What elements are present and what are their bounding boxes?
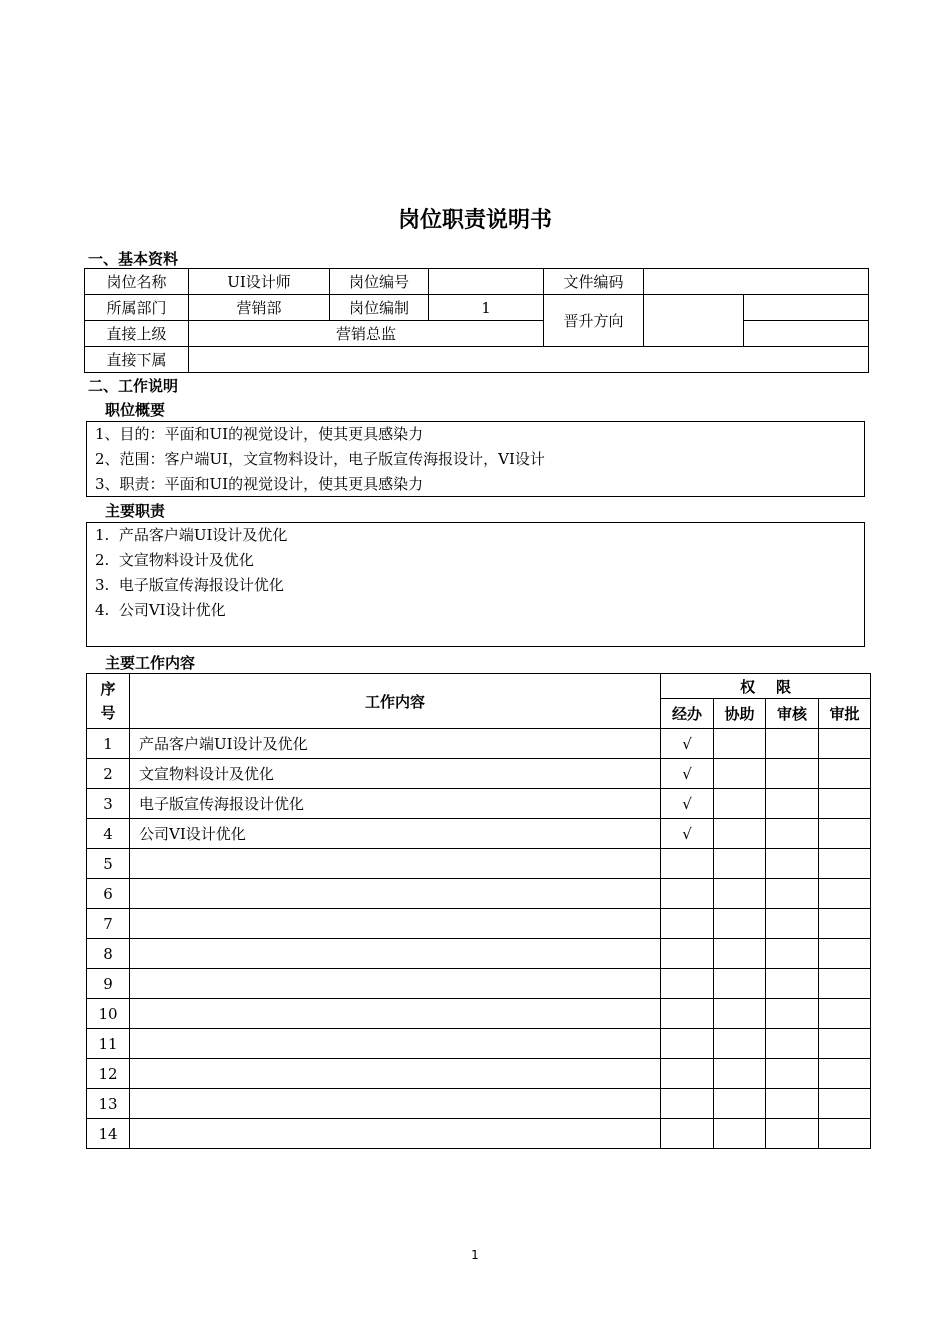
row-approve-mark	[819, 969, 871, 999]
row-handle-mark	[661, 849, 714, 879]
row-content: 电子版宣传海报设计优化	[130, 789, 661, 819]
table-row	[87, 1119, 871, 1149]
duties-box	[86, 522, 865, 647]
header-content: 工作内容	[130, 674, 661, 729]
row-approve-mark	[819, 1119, 871, 1149]
value-supervisor: 营销总监	[189, 321, 544, 347]
header-seq-line-1: 序	[100, 680, 116, 698]
header-handle: 经办	[661, 699, 714, 729]
page-title: 岗位职责说明书	[397, 208, 552, 233]
row-assist-mark	[714, 1029, 766, 1059]
row-assist-mark	[714, 729, 766, 759]
row-review-mark	[766, 1029, 819, 1059]
value-position-name: UI设计师	[189, 269, 330, 295]
label-headcount: 岗位编制	[330, 295, 429, 321]
table-row	[87, 969, 871, 999]
row-assist-mark	[714, 849, 766, 879]
row-assist-mark	[714, 969, 766, 999]
header-authority: 权 限	[661, 674, 871, 699]
row-review-mark	[766, 999, 819, 1029]
row-approve-mark	[819, 939, 871, 969]
work-content-table	[86, 673, 871, 1149]
work-table-body	[87, 729, 871, 1149]
row-review-mark	[766, 969, 819, 999]
label-supervisor: 直接上级	[85, 321, 189, 347]
table-row	[87, 819, 871, 849]
header-assist: 协助	[714, 699, 766, 729]
overview-line-3: 3、职责：平面和UI的视觉设计，使其更具感染力	[95, 475, 424, 493]
value-position-code	[429, 269, 544, 295]
table-row	[87, 849, 871, 879]
row-review-mark	[766, 789, 819, 819]
row-assist-mark	[714, 1119, 766, 1149]
duty-line-1: 1. 产品客户端UI设计及优化	[95, 526, 288, 544]
table-row	[87, 729, 871, 759]
value-headcount: 1	[429, 295, 544, 321]
page-number: 1	[471, 1248, 479, 1262]
label-department: 所属部门	[85, 295, 189, 321]
row-assist-mark	[714, 879, 766, 909]
overview-line-2: 2、范围：客户端UI，文宣物料设计，电子版宣传海报设计，VI设计	[95, 450, 545, 468]
table-row	[87, 789, 871, 819]
row-number: 5	[87, 849, 130, 879]
row-handle-mark	[661, 1089, 714, 1119]
work-header-row-1	[87, 674, 871, 699]
value-file-code	[644, 269, 869, 295]
header-review: 审核	[766, 699, 819, 729]
row-content	[130, 1029, 661, 1059]
value-promotion-3	[744, 321, 869, 347]
row-review-mark	[766, 1119, 819, 1149]
row-content	[130, 1059, 661, 1089]
duties-heading: 主要职责	[105, 502, 166, 520]
row-handle-mark: √	[661, 819, 714, 849]
row-assist-mark	[714, 1059, 766, 1089]
row-content	[130, 879, 661, 909]
basic-row-4	[85, 347, 869, 373]
row-assist-mark	[714, 909, 766, 939]
table-row	[87, 939, 871, 969]
row-handle-mark	[661, 999, 714, 1029]
value-promotion-1	[644, 295, 744, 347]
header-seq	[87, 674, 130, 729]
overview-box	[86, 421, 865, 497]
label-promotion: 晋升方向	[544, 295, 644, 347]
row-content	[130, 999, 661, 1029]
label-subordinates: 直接下属	[85, 347, 189, 373]
row-approve-mark	[819, 819, 871, 849]
row-content	[130, 939, 661, 969]
row-content	[130, 969, 661, 999]
row-number: 4	[87, 819, 130, 849]
basic-row-2	[85, 295, 869, 321]
duty-line-2: 2. 文宣物料设计及优化	[95, 551, 254, 569]
row-approve-mark	[819, 1089, 871, 1119]
table-row	[87, 999, 871, 1029]
row-review-mark	[766, 879, 819, 909]
overview-heading: 职位概要	[105, 401, 166, 419]
section-basic-info-heading: 一、基本资料	[88, 250, 179, 268]
basic-row-1	[85, 269, 869, 295]
row-review-mark	[766, 759, 819, 789]
row-handle-mark: √	[661, 759, 714, 789]
row-review-mark	[766, 849, 819, 879]
table-row	[87, 879, 871, 909]
row-approve-mark	[819, 1059, 871, 1089]
row-number: 1	[87, 729, 130, 759]
row-number: 13	[87, 1089, 130, 1119]
basic-info-table	[84, 268, 869, 373]
row-number: 2	[87, 759, 130, 789]
header-seq-line-2: 号	[100, 704, 116, 722]
table-row	[87, 1029, 871, 1059]
row-content	[130, 849, 661, 879]
row-number: 11	[87, 1029, 130, 1059]
row-number: 10	[87, 999, 130, 1029]
row-approve-mark	[819, 909, 871, 939]
duty-line-3: 3. 电子版宣传海报设计优化	[95, 576, 284, 594]
row-assist-mark	[714, 1089, 766, 1119]
row-handle-mark	[661, 1119, 714, 1149]
row-content	[130, 909, 661, 939]
row-number: 8	[87, 939, 130, 969]
row-content	[130, 1089, 661, 1119]
row-review-mark	[766, 909, 819, 939]
overview-line-1: 1、目的：平面和UI的视觉设计，使其更具感染力	[95, 425, 424, 443]
row-approve-mark	[819, 999, 871, 1029]
row-number: 9	[87, 969, 130, 999]
row-review-mark	[766, 939, 819, 969]
row-assist-mark	[714, 789, 766, 819]
label-file-code: 文件编码	[544, 269, 644, 295]
row-handle-mark: √	[661, 789, 714, 819]
row-content: 产品客户端UI设计及优化	[130, 729, 661, 759]
table-row	[87, 759, 871, 789]
basic-row-3	[85, 321, 869, 347]
row-approve-mark	[819, 849, 871, 879]
row-number: 7	[87, 909, 130, 939]
row-number: 3	[87, 789, 130, 819]
work-content-heading: 主要工作内容	[105, 654, 196, 672]
row-review-mark	[766, 1059, 819, 1089]
header-approve: 审批	[819, 699, 871, 729]
row-content: 文宣物料设计及优化	[130, 759, 661, 789]
value-promotion-2	[744, 295, 869, 321]
row-handle-mark	[661, 879, 714, 909]
label-position-name: 岗位名称	[85, 269, 189, 295]
table-row	[87, 1059, 871, 1089]
value-subordinates	[189, 347, 869, 373]
row-handle-mark: √	[661, 729, 714, 759]
row-number: 14	[87, 1119, 130, 1149]
row-number: 12	[87, 1059, 130, 1089]
row-content	[130, 1119, 661, 1149]
value-department: 营销部	[189, 295, 330, 321]
section-work-desc-heading: 二、工作说明	[88, 377, 179, 395]
row-handle-mark	[661, 969, 714, 999]
row-review-mark	[766, 729, 819, 759]
row-approve-mark	[819, 1029, 871, 1059]
row-approve-mark	[819, 759, 871, 789]
row-review-mark	[766, 1089, 819, 1119]
label-position-code: 岗位编号	[330, 269, 429, 295]
table-row	[87, 909, 871, 939]
row-approve-mark	[819, 789, 871, 819]
row-assist-mark	[714, 939, 766, 969]
table-row	[87, 1089, 871, 1119]
row-number: 6	[87, 879, 130, 909]
row-approve-mark	[819, 879, 871, 909]
row-handle-mark	[661, 1059, 714, 1089]
row-assist-mark	[714, 999, 766, 1029]
duty-line-4: 4. 公司VI设计优化	[95, 601, 226, 619]
row-assist-mark	[714, 819, 766, 849]
row-content: 公司VI设计优化	[130, 819, 661, 849]
row-handle-mark	[661, 909, 714, 939]
row-review-mark	[766, 819, 819, 849]
row-handle-mark	[661, 939, 714, 969]
row-approve-mark	[819, 729, 871, 759]
row-handle-mark	[661, 1029, 714, 1059]
row-assist-mark	[714, 759, 766, 789]
